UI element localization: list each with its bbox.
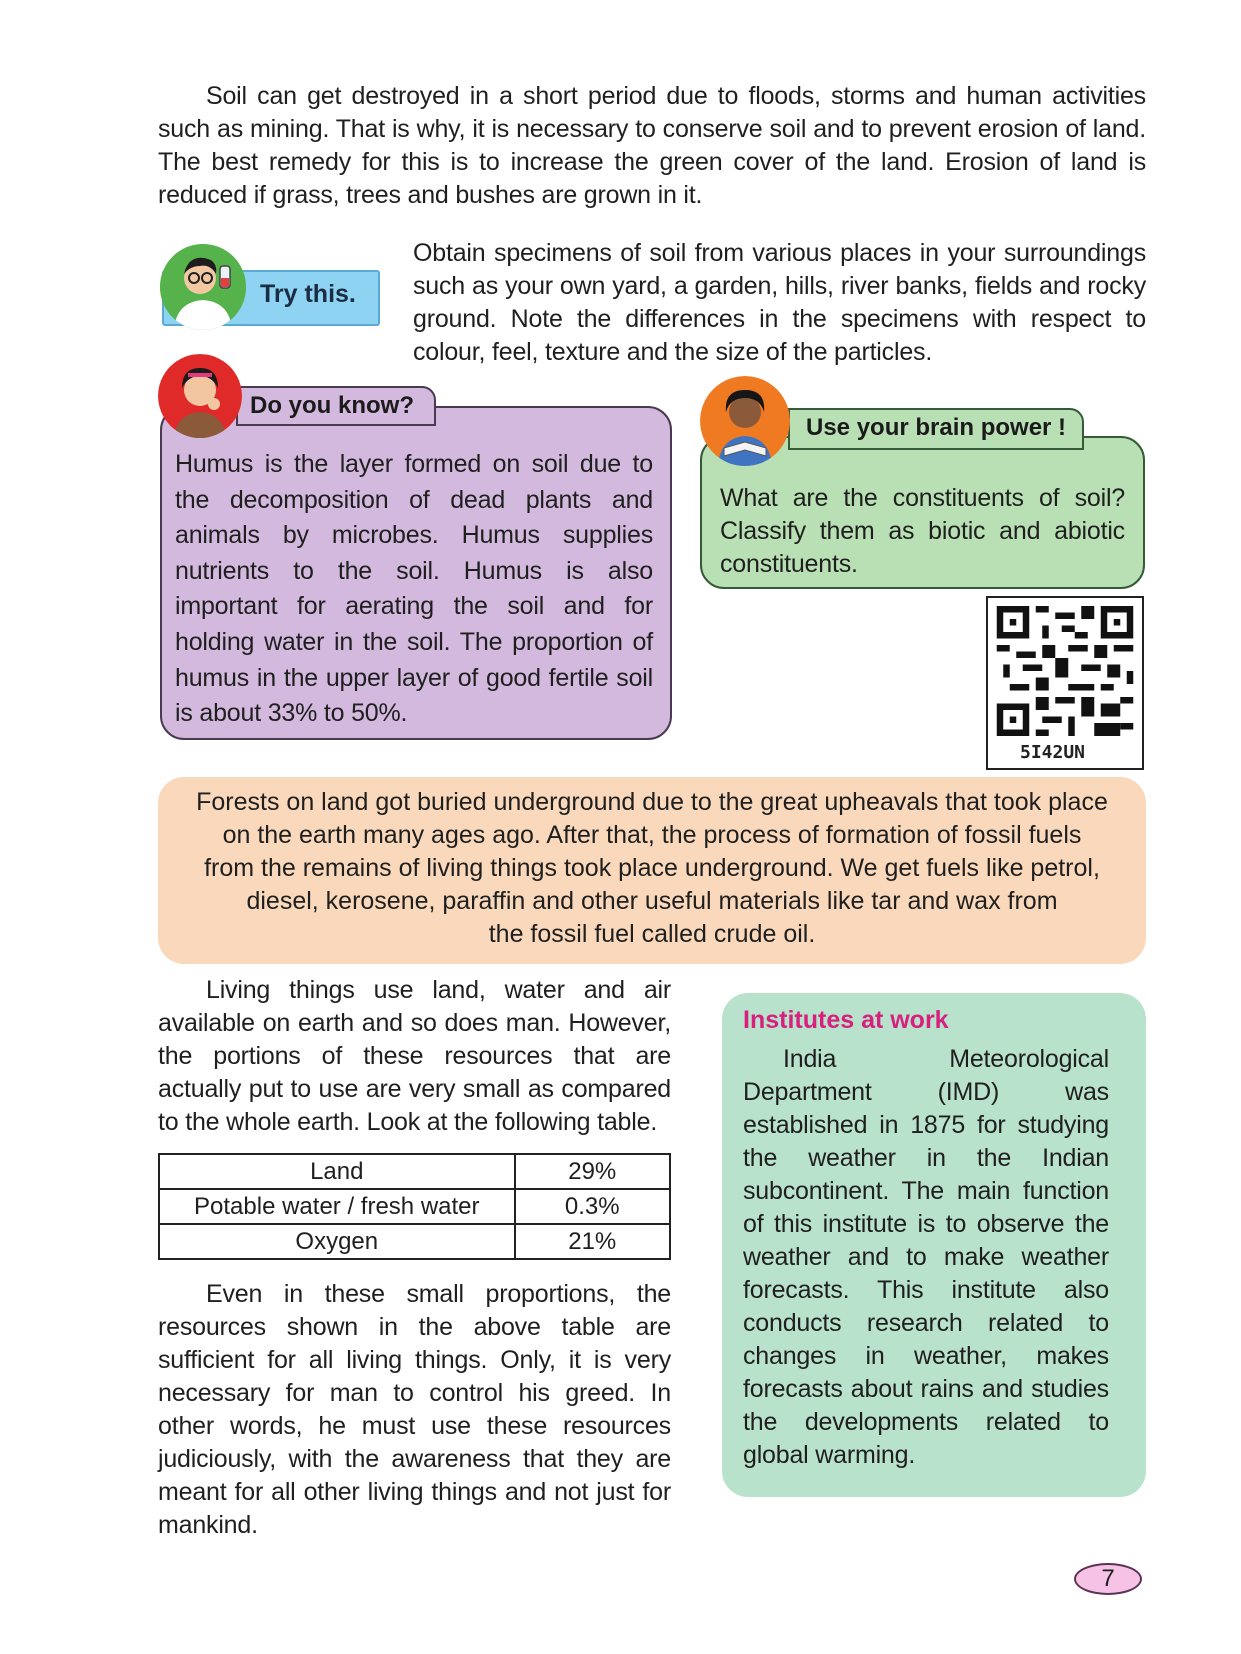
qr-code-frame[interactable] bbox=[986, 596, 1144, 770]
table-row bbox=[159, 1224, 670, 1259]
table-cell-resource: Oxygen bbox=[159, 1224, 515, 1259]
fossil-line: diesel, kerosene, paraffin and other useful materials like tar and wax from bbox=[246, 887, 1058, 915]
table-row bbox=[159, 1154, 670, 1189]
institutes-title: Institutes at work bbox=[743, 1006, 949, 1034]
fossil-line: the fossil fuel called crude oil. bbox=[488, 920, 816, 948]
table-cell-resource: Land bbox=[159, 1154, 515, 1189]
fossil-line: from the remains of living things took place underground. We get fuels like petrol, bbox=[204, 854, 1100, 882]
intro-paragraph: Soil can get destroyed in a short period due to floods, storms and human activities such as mining. That is why, it is necessary to conserve soil and to prevent erosion of land. The best remedy for this is to increase the green cover of the land. Erosion of land is reduced if grass, trees and bushes are grown in it. bbox=[158, 82, 1146, 209]
do-you-know-label: Do you know? bbox=[250, 392, 414, 419]
resources-table bbox=[158, 1153, 671, 1260]
resources-paragraph-2: Even in these small proportions, the resources shown in the above table are sufficient for all living things. Only, it is very necessary for man to control his greed. In other words, he must use these resources judiciously, with the awareness that they are meant for all other living things and not just for mankind. bbox=[158, 1280, 671, 1539]
table-row bbox=[159, 1189, 670, 1224]
qr-code-image bbox=[996, 606, 1134, 736]
fossil-line: Forests on land got buried underground due to the great upheavals that took place bbox=[196, 788, 1108, 816]
table-cell-value: 21% bbox=[515, 1224, 670, 1259]
table-cell-value: 29% bbox=[515, 1154, 670, 1189]
fossil-line: on the earth many ages ago. After that, the process of formation of fossil fuels bbox=[222, 821, 1082, 849]
brain-power-label: Use your brain power ! bbox=[806, 414, 1067, 441]
try-this-label: Try this. bbox=[260, 280, 356, 308]
qr-code-text: 5I42UN bbox=[1020, 742, 1086, 763]
girl-thinking-icon bbox=[158, 354, 242, 438]
try-this-text: Obtain specimens of soil from various places in your surroundings such as your own yard, a garden, hills, river banks, fields and rocky ground. Note the differences in the specimens with respect to colour, feel, texture and the size of the particles. bbox=[413, 239, 1146, 366]
page-number: 7 bbox=[1074, 1563, 1142, 1595]
fossil-fuel-text bbox=[176, 786, 1128, 951]
table-cell-resource: Potable water / fresh water bbox=[159, 1189, 515, 1224]
scientist-icon bbox=[160, 244, 246, 330]
institutes-text: India Meteorological Department (IMD) was established in 1875 for studying the weather in the Indian subcontinent. The main function of this institute is to observe the weather and to make weather forecasts. This institute also conducts research related to changes in weather, makes forecasts about rains and studies the developments related to global warming. bbox=[743, 1045, 1109, 1469]
resources-paragraph-1: Living things use land, water and air available on earth and so does man. However, the portions of these resources that are actually put to use are very small as compared to the whole earth. Look at the following table. bbox=[158, 976, 671, 1136]
girl-reading-icon bbox=[700, 376, 790, 466]
do-you-know-text: Humus is the layer formed on soil due to the decomposition of dead plants and animals by microbes. Humus supplies nutrients to the soil. Humus is also important for aerating the soil and for holding water in the soil. The proportion of humus in the upper layer of good fertile soil is about 33% to 50%. bbox=[175, 450, 653, 728]
brain-power-text: What are the constituents of soil? Classify them as biotic and abiotic constituents. bbox=[720, 484, 1125, 578]
table-cell-value: 0.3% bbox=[515, 1189, 670, 1224]
